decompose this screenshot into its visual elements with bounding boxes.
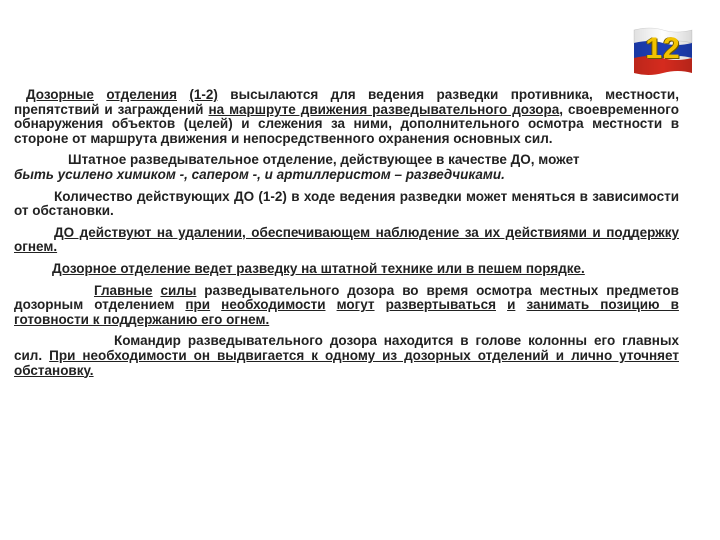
term-count: (1-2)	[189, 87, 218, 102]
paragraph-equipment	[14, 262, 679, 277]
underlined-sentence: При необходимости он выдвигается к одному из дозорных отделений и лично уточняет обстановку.	[14, 347, 679, 378]
text-segment: Командир разведывательного дозора находится в голове колонны его главных сил.	[14, 333, 679, 363]
paragraph-count-change	[14, 190, 679, 219]
italic-reinforcement: быть усилено химиком -, сапером -, и артиллеристом – разведчиками.	[14, 166, 505, 182]
text-segment: , своевременного обнаружения объектов (целей) и слежения за ними, дополнительного осмотра местности в стороне от маршрута движения и непосредственного охранения основных сил.	[14, 101, 679, 146]
term-main: Главные	[94, 282, 153, 298]
term-deploy: развертываться	[385, 297, 496, 313]
term-forces: силы	[160, 282, 197, 298]
term-when: при	[185, 297, 211, 313]
term-necessity: необходимости	[221, 297, 326, 313]
text-segment: Количество действующих ДО (1-2) в ходе ведения разведки может меняться в зависимости от обстановки.	[14, 188, 679, 219]
term-and: и	[507, 297, 516, 313]
underlined-sentence: ДО действуют на удалении, обеспечивающем наблюдение за их действиями и поддержку огнем.	[14, 224, 679, 255]
slide-body	[14, 88, 679, 378]
paragraph-main-forces	[14, 284, 679, 328]
paragraph-distance	[14, 226, 679, 255]
paragraph-patrol-squads	[14, 88, 679, 146]
term-squads: отделения	[106, 87, 177, 102]
underlined-sentence: Дозорное отделение ведет разведку на штатной технике или в пешем порядке.	[52, 260, 585, 276]
slide-number-badge	[630, 26, 696, 78]
text-segment: разведывательного дозора во время осмотра местных предметов дозорным отделением	[14, 282, 679, 313]
paragraph-commander	[14, 334, 679, 378]
slide-number: 12	[645, 32, 681, 65]
text-segment: Штатное разведывательное отделение, действующее в качестве ДО, может	[68, 152, 580, 168]
paragraph-staff-squad	[14, 153, 679, 182]
term-can: могут	[336, 297, 375, 313]
text-segment: высылаются для ведения разведки противника, местности, препятствий и заграждений	[14, 87, 679, 117]
phrase-route: на маршруте движения разведывательного дозора	[208, 101, 560, 117]
phrase-position: занимать позицию в готовности к поддержанию его огнем.	[14, 297, 679, 327]
term-patrol: Дозорные	[26, 87, 94, 102]
